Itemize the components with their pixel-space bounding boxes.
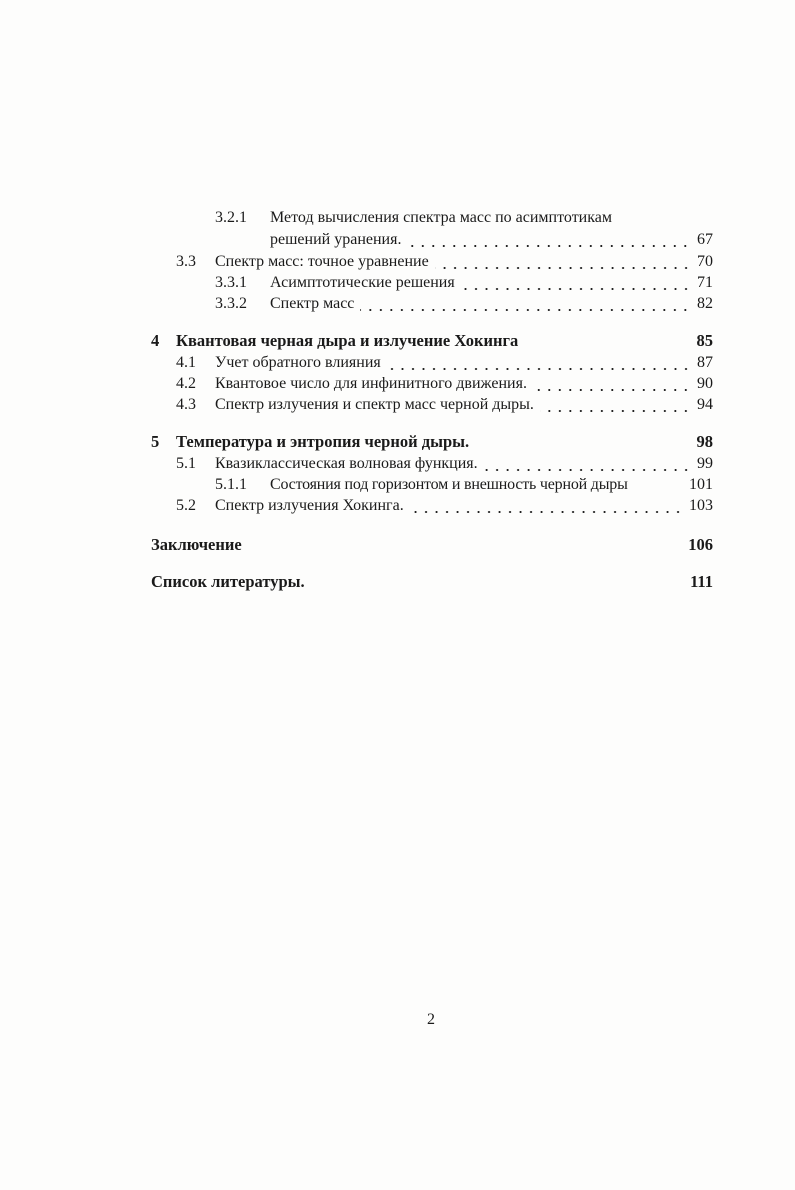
toc-entry-number: 5.1.1	[215, 476, 247, 493]
toc-entry-title: Состояния под горизонтом и внешность черной дыры	[270, 476, 628, 493]
toc-conclusion[interactable]	[151, 535, 713, 555]
toc-entry-3-2-1[interactable]	[215, 208, 713, 228]
toc-entry-page: 90	[697, 375, 713, 392]
toc-entry-page: 82	[697, 295, 713, 312]
toc-entry-page: 85	[696, 331, 713, 350]
page-number: 2	[427, 1011, 435, 1028]
toc-entry-4-2[interactable]	[176, 374, 713, 394]
toc-entry-title: Асимптотические решения	[270, 274, 455, 291]
toc-entry-number: 4	[151, 331, 160, 350]
toc-entry-number: 5.2	[176, 497, 196, 514]
toc-entry-title: решений уранения.	[270, 231, 402, 248]
toc-entry-number: 5	[151, 432, 160, 451]
toc-entry-page: 67	[697, 231, 713, 248]
toc-entry-title: Список литературы.	[151, 572, 305, 591]
toc-entry-3-3-1[interactable]	[215, 273, 713, 293]
toc-entry-title: Квантовое число для инфинитного движения.	[215, 375, 527, 392]
toc-entry-title: Температура и энтропия черной дыры.	[176, 432, 470, 451]
toc-entry-title: Квантовая черная дыра и излучение Хокинга	[176, 331, 519, 350]
dot-leader	[484, 454, 691, 474]
toc-entry-5-2[interactable]	[176, 496, 713, 516]
toc-entry-title: Спектр излучения Хокинга.	[215, 497, 404, 514]
toc-entry-number: 4.3	[176, 396, 196, 413]
dot-leader	[533, 374, 691, 394]
toc-entry-page: 87	[697, 354, 713, 371]
toc-chapter-5[interactable]	[151, 432, 713, 452]
toc-entry-4-1[interactable]	[176, 353, 713, 373]
toc-entry-page: 70	[697, 253, 713, 270]
toc-entry-title: Заключение	[151, 535, 242, 554]
toc-entry-3-3[interactable]	[176, 252, 713, 272]
toc-entry-page: 106	[688, 535, 713, 554]
toc-entry-title: Метод вычисления спектра масс по асимптотикам	[270, 209, 612, 226]
toc-chapter-4[interactable]	[151, 331, 713, 351]
toc-entry-page: 101	[689, 476, 713, 493]
toc-entry-title: Учет обратного влияния	[215, 354, 381, 371]
toc-entry-number: 4.2	[176, 375, 196, 392]
toc-entry-number: 3.3.2	[215, 295, 247, 312]
dot-leader	[461, 273, 691, 293]
toc-bibliography[interactable]	[151, 572, 713, 592]
toc-entry-page: 94	[697, 396, 713, 413]
toc-entry-title: Спектр излучения и спектр масс черной дыры.	[215, 396, 534, 413]
toc-entry-number: 5.1	[176, 455, 196, 472]
toc-entry-5-1-1[interactable]	[215, 475, 713, 495]
toc-entry-5-1[interactable]	[176, 454, 713, 474]
toc-entry-page: 98	[696, 432, 713, 451]
toc-entry-title: Спектр масс	[270, 295, 355, 312]
dot-leader	[435, 252, 691, 272]
toc-entry-page: 103	[689, 497, 713, 514]
toc-entry-page: 71	[697, 274, 713, 291]
toc-entry-number: 3.2.1	[215, 209, 247, 226]
dot-leader	[540, 395, 691, 415]
toc-entry-page: 99	[697, 455, 713, 472]
dot-leader	[387, 353, 691, 373]
toc-entry-3-3-2[interactable]	[215, 294, 713, 314]
toc-entry-3-2-1-cont[interactable]	[270, 230, 713, 250]
dot-leader	[410, 496, 683, 516]
toc-entry-number: 4.1	[176, 354, 196, 371]
toc-entry-title: Квазиклассическая волновая функция.	[215, 455, 478, 472]
toc-entry-4-3[interactable]	[176, 395, 713, 415]
toc-entry-title: Спектр масс: точное уравнение	[215, 253, 429, 270]
toc-entry-number: 3.3.1	[215, 274, 247, 291]
dot-leader	[360, 294, 691, 314]
toc-entry-number: 3.3	[176, 253, 196, 270]
dot-leader	[407, 230, 691, 250]
toc-entry-page: 111	[690, 572, 713, 591]
